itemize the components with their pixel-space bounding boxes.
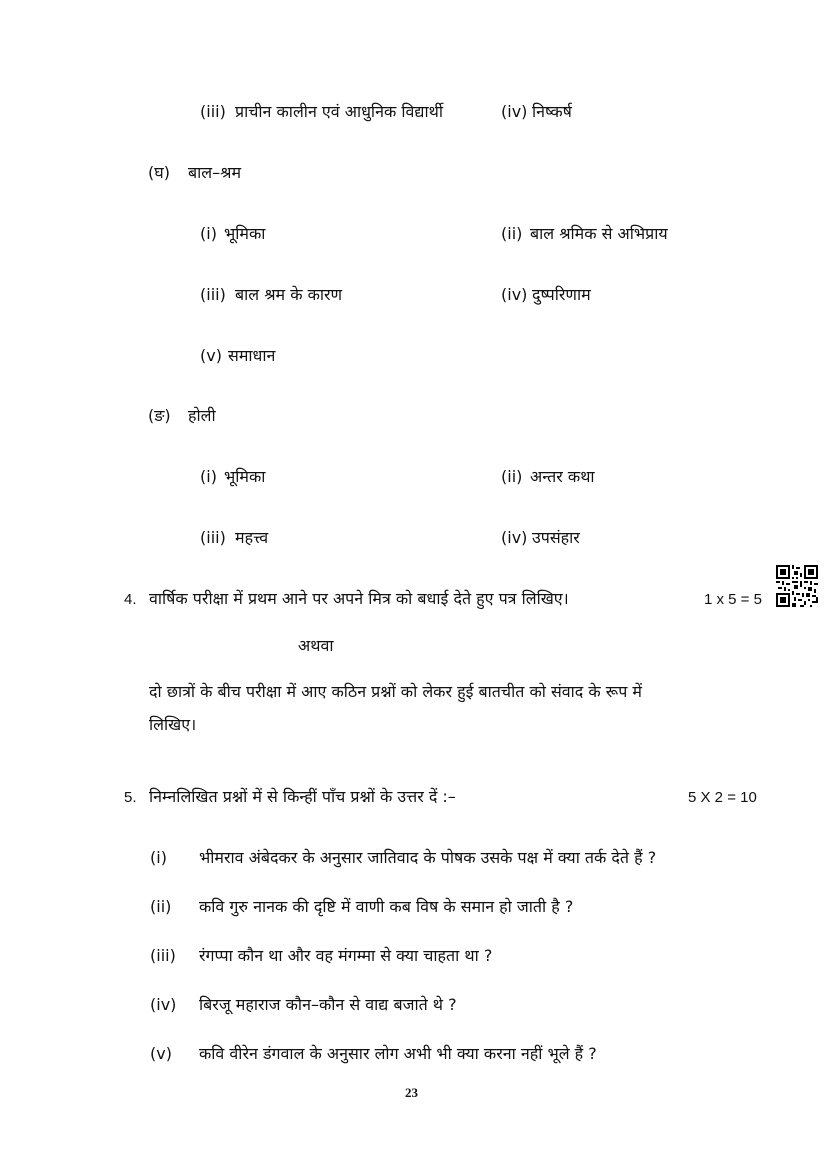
point-text: अन्तर कथा <box>530 467 595 486</box>
question-number: 4. <box>124 591 137 608</box>
point-text: बाल श्रम के कारण <box>235 285 343 304</box>
point-marker: (iv) <box>501 528 528 547</box>
or-label: अथवा <box>298 636 334 655</box>
point-marker: (ii) <box>501 467 523 486</box>
topic-label: (घ) <box>148 163 170 182</box>
point-marker: (iii) <box>200 285 226 304</box>
sub-question-text: कवि वीरेन डंगवाल के अनुसार लोग अभी भी क्या करना नहीं भूले हैं ? <box>199 1044 597 1063</box>
topic-title: होली <box>188 406 216 425</box>
point-text: बाल श्रमिक से अभिप्राय <box>530 224 668 243</box>
sub-question-marker: (ii) <box>150 897 172 916</box>
point-marker: (i) <box>200 467 217 486</box>
topic-title: बाल–श्रम <box>188 163 242 182</box>
question-alt-text: लिखिए। <box>149 715 197 734</box>
topic-label: (ङ) <box>148 406 171 425</box>
point-marker: (iv) <box>501 285 528 304</box>
point-marker: (v) <box>200 346 222 365</box>
point-marker: (iii) <box>200 102 226 121</box>
question-alt-text: दो छात्रों के बीच परीक्षा में आए कठिन प्रश्नों को लेकर हुई बातचीत को संवाद के रूप में <box>149 682 642 701</box>
sub-question-text: कवि गुरु नानक की दृष्टि में वाणी कब विष के समान हो जाती है ? <box>199 897 574 916</box>
question-marks: 1 x 5 = 5 <box>704 591 762 608</box>
sub-question-text: रंगप्पा कौन था और वह मंगम्मा से क्या चाहता था ? <box>199 946 493 965</box>
question-text: वार्षिक परीक्षा में प्रथम आने पर अपने मित्र को बधाई देते हुए पत्र लिखिए। <box>149 589 569 608</box>
question-number: 5. <box>124 789 137 806</box>
point-text: महत्त्व <box>235 528 269 547</box>
question-marks: 5 X 2 = 10 <box>688 789 757 806</box>
point-text: भूमिका <box>224 467 266 486</box>
point-text: प्राचीन कालीन एवं आधुनिक विद्यार्थी <box>235 102 443 121</box>
point-marker: (iii) <box>200 528 226 547</box>
point-text: भूमिका <box>224 224 266 243</box>
page-number: 23 <box>405 1085 418 1100</box>
point-text: दुष्परिणाम <box>532 285 591 304</box>
sub-question-marker: (iii) <box>150 946 176 965</box>
point-text: निष्कर्ष <box>532 102 572 121</box>
sub-question-text: बिरजू महाराज कौन–कौन से वाद्य बजाते थे ? <box>199 995 457 1014</box>
sub-question-marker: (v) <box>150 1044 172 1063</box>
sub-question-marker: (i) <box>150 848 167 867</box>
sub-question-marker: (iv) <box>150 995 177 1014</box>
question-text: निम्नलिखित प्रश्नों में से किन्हीं पाँच प्रश्नों के उत्तर दें :– <box>149 787 456 806</box>
qr-code-icon <box>776 565 818 607</box>
point-marker: (ii) <box>501 224 523 243</box>
point-text: समाधान <box>228 346 276 365</box>
point-marker: (iv) <box>501 102 528 121</box>
sub-question-text: भीमराव अंबेदकर के अनुसार जातिवाद के पोषक उसके पक्ष में क्या तर्क देते हैं ? <box>199 848 657 867</box>
point-text: उपसंहार <box>532 528 580 547</box>
point-marker: (i) <box>200 224 217 243</box>
